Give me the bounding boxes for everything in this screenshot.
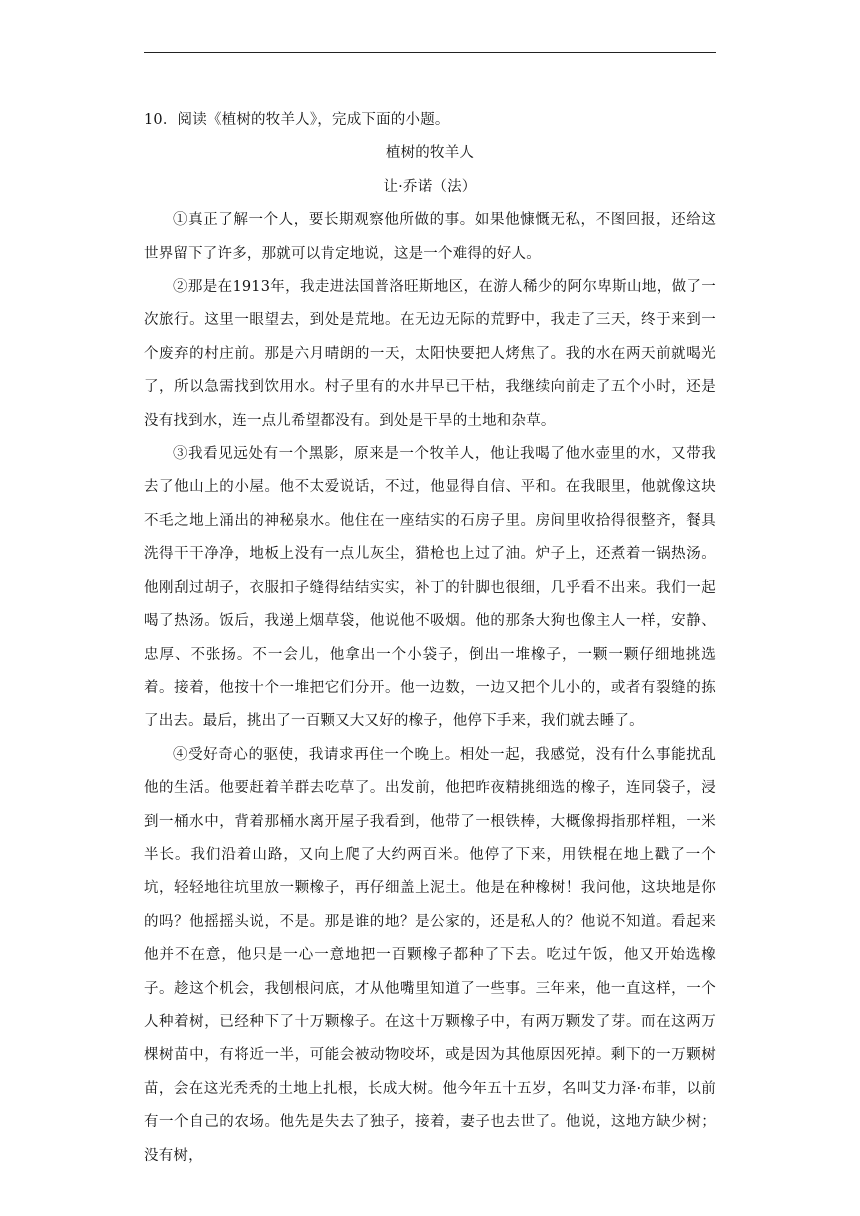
question-prompt: 10．阅读《植树的牧羊人》，完成下面的小题。 (144, 112, 450, 128)
paragraph-4: ④受好奇心的驱使，我请求再住一个晚上。相处一起，我感觉，没有什么事能扰乱他的生活。他要赶着羊群去吃草了。出发前，他把昨夜精挑细选的橡子，连同袋子，浸到一桶水中，背着那桶水离开屋子我看到，他带了一根铁棒，大概像拇指那样粗，一米半长。我们沿着山路，又向上爬了大约两百米。他停了下来，用铁棍在地上戳了一个坑，轻轻地往坑里放一颗橡子，再仔细盖上泥土。他是在种橡树！我问他，这块地是你的吗？他摇摇头说，不是。那是谁的地？是公家的，还是私人的？他说不知道。看起来他并不在意，他只是一心一意地把一百颗橡子都种了下去。吃过午饭，他又开始选橡子。趁这个机会，我刨根问底，才从他嘴里知道了一些事。三年来，他一直这样，一个人种着树，已经种下了十万颗橡子。在这十万颗橡子中，有两万颗发了芽。而在这两万棵树苗中，有将近一半，可能会被动物咬坏，或是因为其他原因死掉。剩下的一万颗树苗，会在这光秃秃的土地上扎根，长成大树。他今年五十五岁，名叫艾力泽·布菲，以前有一个自己的农场。他先是失去了独子，接着，妻子也去世了。他说，这地方缺少树；没有树， (144, 746, 716, 1164)
header-rule (144, 52, 716, 53)
passage-title: 植树的牧羊人 (385, 145, 475, 162)
passage-author: 让·乔诺（法） (383, 178, 477, 195)
paragraph-1: ①真正了解一个人，要长期观察他所做的事。如果他慷慨无私，不图回报，还给这世界留下了许多，那就可以肯定地说，这是一个难得的好人。 (144, 212, 716, 262)
paragraph-2: ②那是在1913年，我走进法国普洛旺斯地区，在游人稀少的阿尔卑斯山地，做了一次旅行。这里一眼望去，到处是荒地。在无边无际的荒野中，我走了三天，终于来到一个废弃的村庄前。那是六月晴朗的一天，太阳快要把人烤焦了。我的水在两天前就喝光了，所以急需找到饮用水。村子里有的水井早已干枯，我继续向前走了五个小时，还是没有找到水，连一点儿希望都没有。到处是干旱的土地和杂草。 (144, 279, 716, 429)
paragraph-3: ③我看见远处有一个黑影，原来是一个牧羊人，他让我喝了他水壶里的水，又带我去了他山上的小屋。他不太爱说话，不过，他显得自信、平和。在我眼里，他就像这块不毛之地上涌出的神秘泉水。他住在一座结实的石房子里。房间里收拾得很整齐，餐具洗得干干净净，地板上没有一点儿灰尘，猎枪也上过了油。炉子上，还煮着一锅热汤。他刚刮过胡子，衣服扣子缝得结结实实，补丁的针脚也很细，几乎看不出来。我们一起喝了热汤。饭后，我递上烟草袋，他说他不吸烟。他的那条大狗也像主人一样，安静、忠厚、不张扬。不一会儿，他拿出一个小袋子，倒出一堆橡子，一颗一颗仔细地挑选着。接着，他按十个一堆把它们分开。他一边数，一边又把个儿小的，或者有裂缝的拣了出去。最后，挑出了一百颗又大又好的橡子，他停下手来，我们就去睡了。 (144, 446, 716, 730)
document-body (144, 104, 716, 1173)
